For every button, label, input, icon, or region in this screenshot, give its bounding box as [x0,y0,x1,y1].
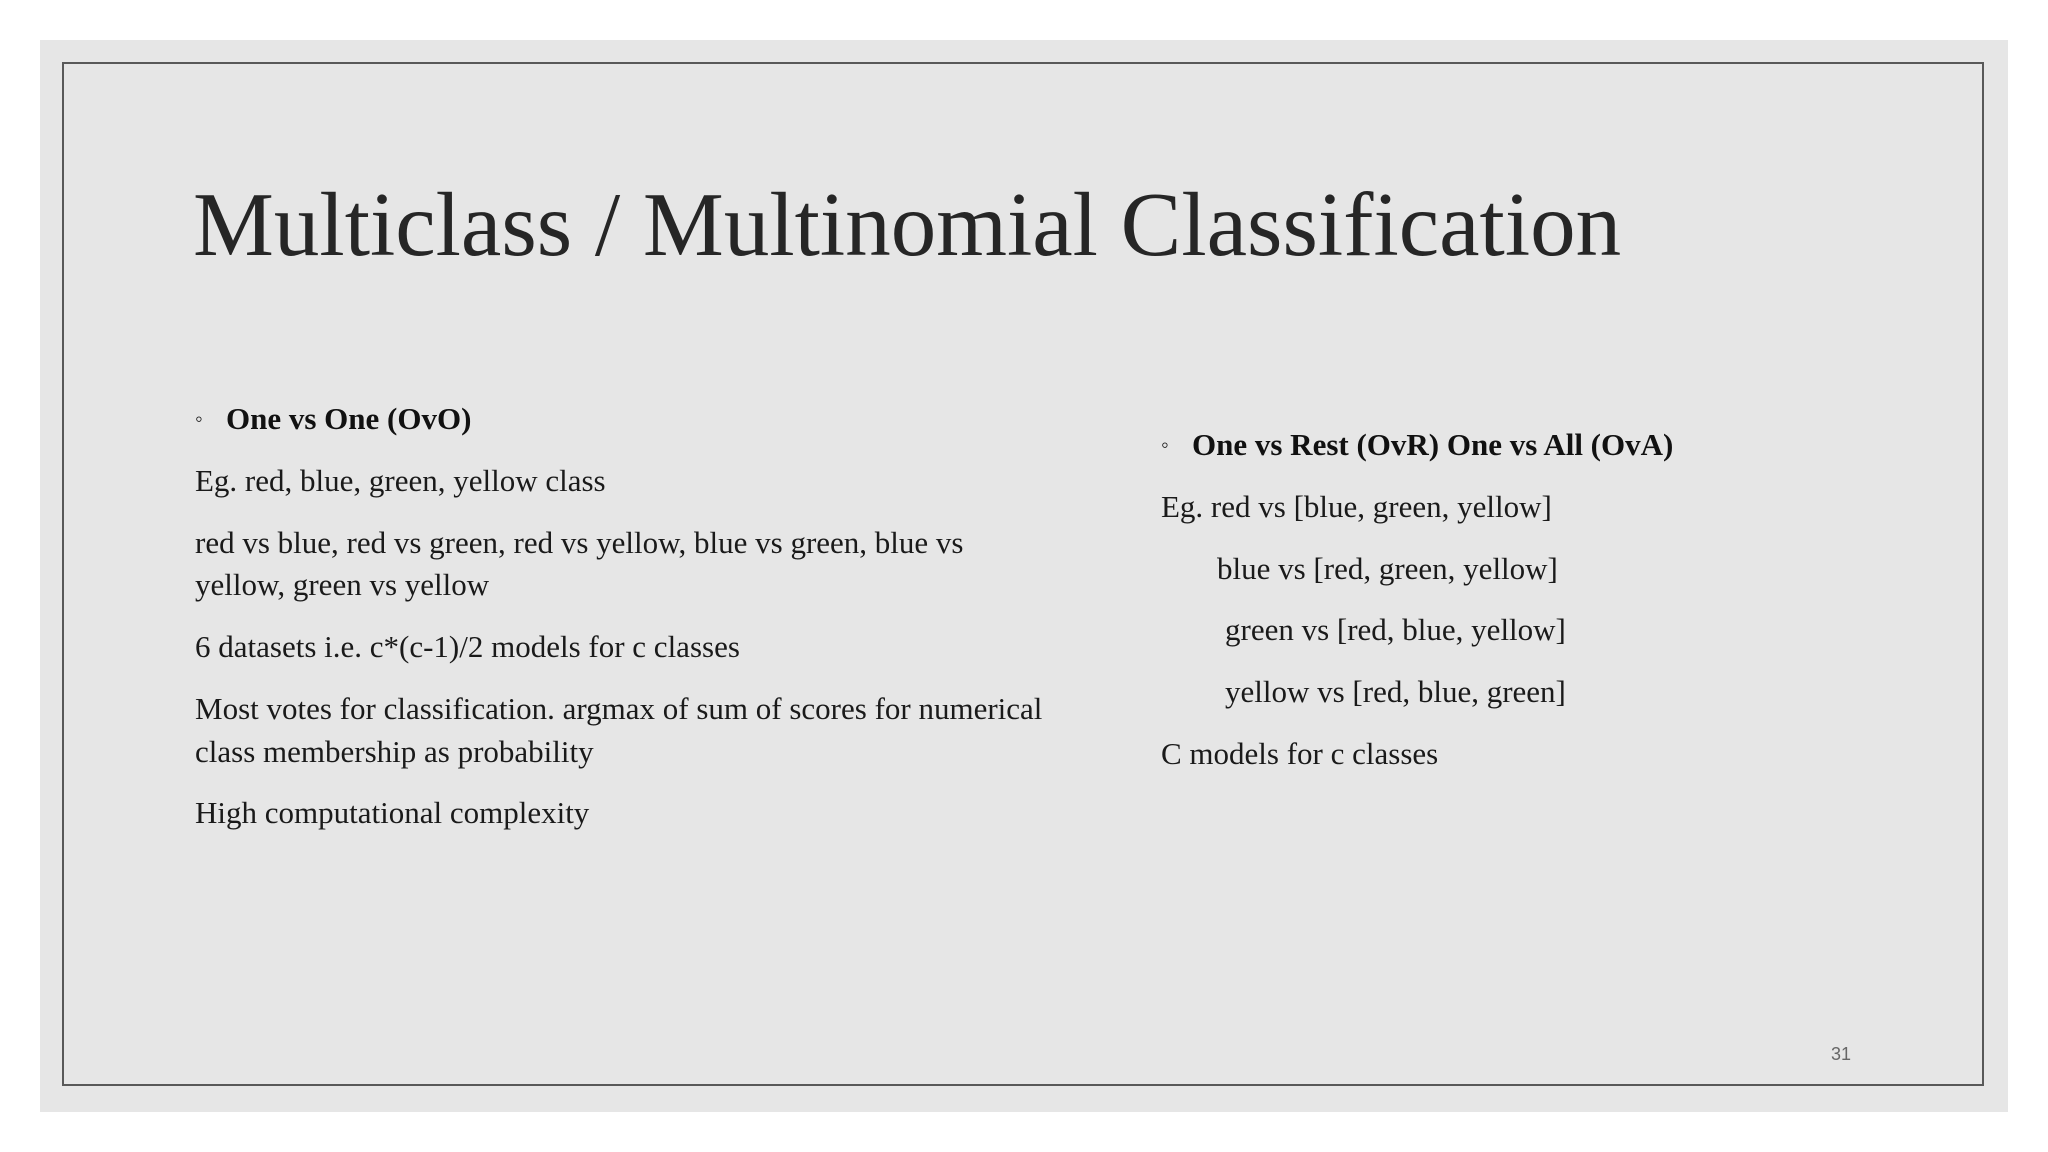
ovo-line-example: Eg. red, blue, green, yellow class [195,462,606,498]
ovo-heading-item [195,398,1055,441]
ovr-heading: One vs Rest (OvR) One vs All (OvA) [1192,427,1674,462]
hollow-bullet-icon: ◦ [195,406,203,431]
ovo-line-pairs: red vs blue, red vs green, red vs yellow, blue vs green, blue vs yellow, green vs yellow [195,524,964,603]
ovo-line-complexity: High computational complexity [195,795,590,831]
ovr-line-green: green vs [red, blue, yellow] [1225,612,1566,648]
ovr-heading-item [1161,424,1881,467]
ovr-line-red: Eg. red vs [blue, green, yellow] [1161,488,1552,524]
page-number: 31 [1831,1044,1852,1064]
ovo-line-votes: Most votes for classification. argmax of sum of scores for numerical class membership as probability [195,690,1043,769]
ovr-line-yellow: yellow vs [red, blue, green] [1225,674,1566,710]
slide-title: Multiclass / Multinomial Classification [193,174,1622,275]
ovo-line-datasets: 6 datasets i.e. c*(c-1)/2 models for c classes [195,629,740,665]
ovr-line-blue: blue vs [red, green, yellow] [1217,550,1558,586]
hollow-bullet-icon: ◦ [1161,432,1169,457]
slide [40,40,2008,1112]
ovr-line-models: C models for c classes [1161,735,1439,771]
left-column-ovo [195,398,1055,854]
ovo-heading: One vs One (OvO) [226,401,472,436]
right-column-ovr [1161,424,1881,795]
